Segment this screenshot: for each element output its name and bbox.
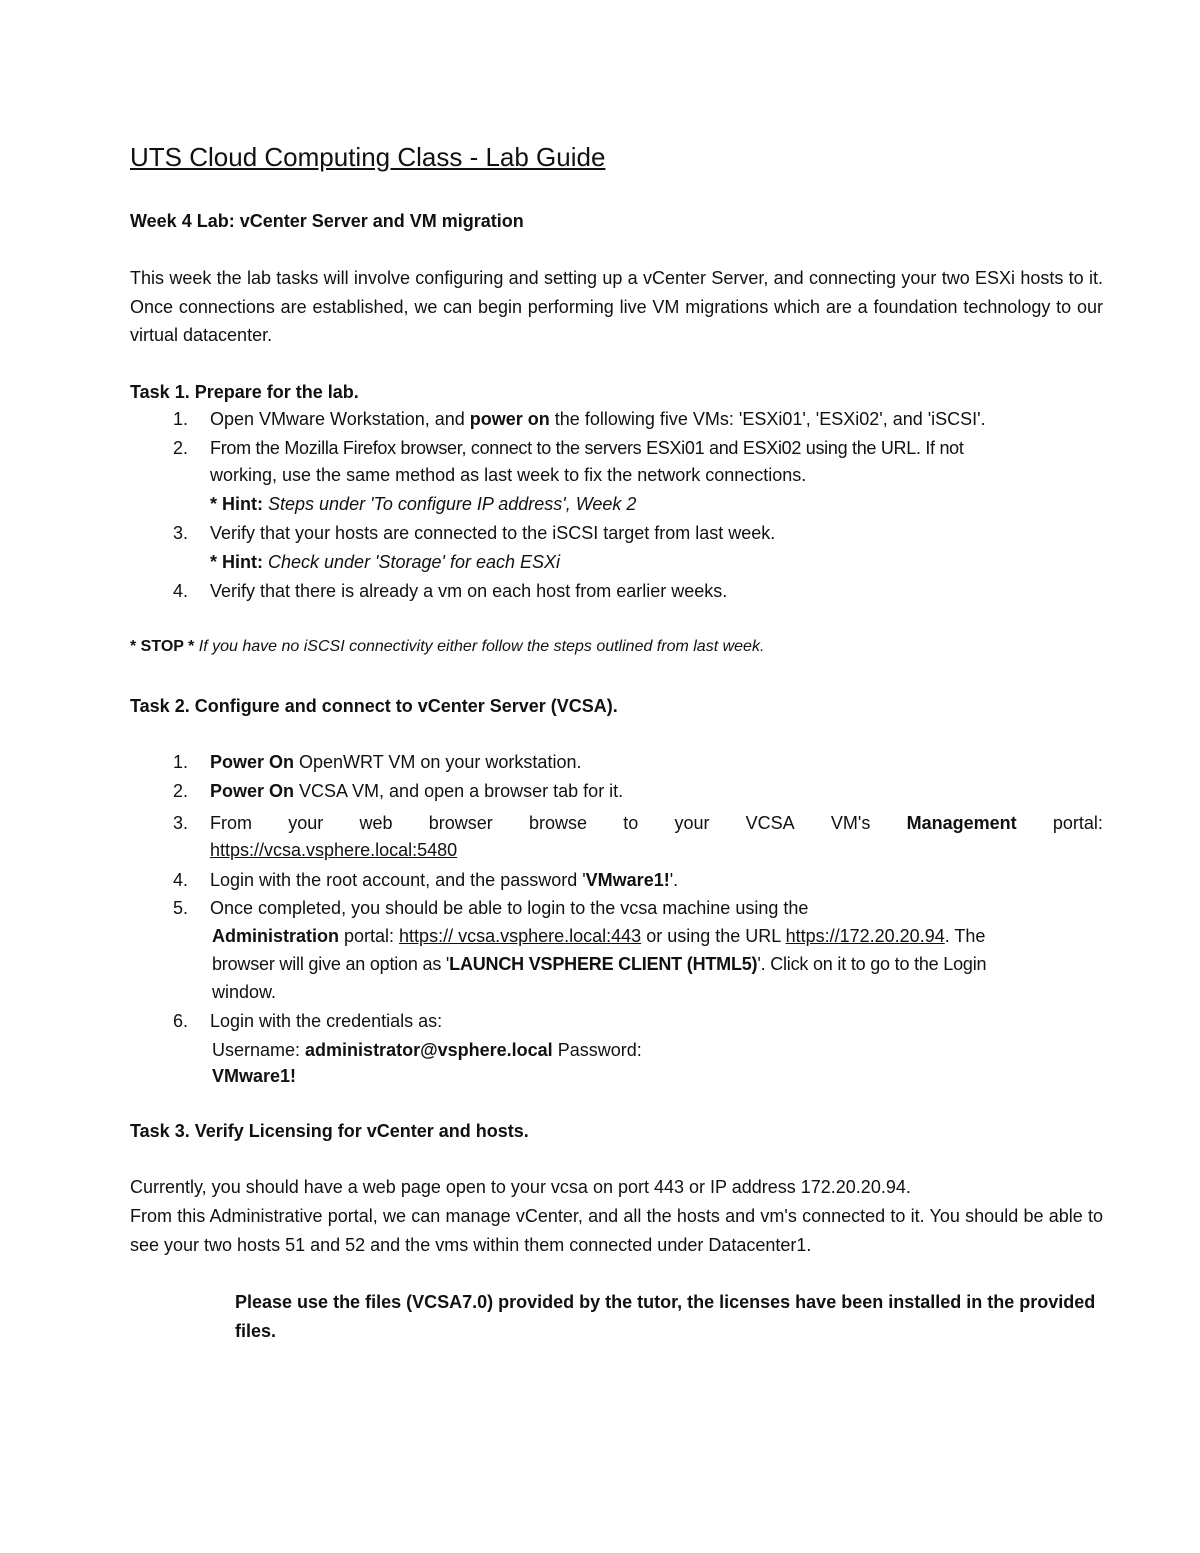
task2-item4-number: 4. <box>173 870 189 890</box>
task2-item5-mid2: or using the URL <box>641 926 786 946</box>
task2-item3-tail: portal: <box>1052 813 1103 833</box>
task3-para2: From this Administrative portal, we can manage vCenter, and all the hosts and vm's connected to it. You should be able to see your two hosts 51 and 52 and the vms within them connected under Datacenter1. <box>130 1206 1103 1255</box>
task2-item6: Login with the credentials as: <box>210 1011 443 1031</box>
week-heading: Week 4 Lab: vCenter Server and VM migration <box>130 211 524 231</box>
task2-item3-word: From <box>210 813 252 833</box>
stop-label: * STOP * <box>130 638 195 655</box>
username-value: administrator@vsphere.local <box>305 1040 553 1060</box>
task2-item3-word: VM's <box>830 813 871 833</box>
task2-item3-line1 <box>210 813 1103 834</box>
task1-item2-hint <box>210 494 636 515</box>
administration-portal-link[interactable]: https:// vcsa.vsphere.local:443 <box>399 926 642 946</box>
task1-item4: Verify that there is already a vm on each host from earlier weeks. <box>210 581 728 601</box>
task2-item4-bold: VMware1! <box>585 870 670 890</box>
task2-item3-line2 <box>210 840 457 861</box>
task3-heading: Task 3. Verify Licensing for vCenter and hosts. <box>130 1121 529 1141</box>
task2-item4-pre: Login with the root account, and the password ' <box>210 870 586 890</box>
task2-item3-word: web <box>359 813 393 833</box>
task2-item3-word: your <box>674 813 710 833</box>
intro-paragraph: This week the lab tasks will involve configuring and setting up a vCenter Server, and connecting your two ESXi hosts to it. Once connections are established, we can begin performing live VM migrations which are a foundation technology to our virtual datacenter. <box>130 268 1103 345</box>
task1-item3: Verify that your hosts are connected to the iSCSI target from last week. <box>210 523 776 543</box>
task2-item5-line3 <box>212 954 986 975</box>
task2-item5-mid1: portal: <box>339 926 400 946</box>
task2-item5-line4: window. <box>212 982 277 1002</box>
task1-heading: Task 1. Prepare for the lab. <box>130 382 359 402</box>
task2-item3-bold: Management <box>906 813 1017 833</box>
task1-item2-hint-text: Steps under 'To configure IP address', Week 2 <box>263 494 637 514</box>
task2-item5-line3-pre: browser will give an option as ' <box>212 954 450 974</box>
task1-item3-hint <box>210 552 560 573</box>
task2-item2 <box>210 781 623 802</box>
task2-item3-word: your <box>288 813 324 833</box>
task2-item3-word: VCSA <box>745 813 795 833</box>
task2-item3-word: browse <box>528 813 587 833</box>
task2-item5-line3-post: '. Click on it to go to the Login <box>757 954 987 974</box>
task1-item1-pre: Open VMware Workstation, and <box>210 409 470 429</box>
task1-item2-number: 2. <box>173 438 189 458</box>
password-value-line <box>212 1066 296 1087</box>
task2-item1-number: 1. <box>173 752 189 772</box>
task2-item3-word: to <box>623 813 639 833</box>
task2-item1 <box>210 752 581 773</box>
task2-item5-bold2: LAUNCH VSPHERE CLIENT (HTML5) <box>449 954 758 974</box>
stop-note <box>130 638 764 656</box>
ip-url-link[interactable]: https://172.20.20.94 <box>785 926 945 946</box>
task2-item1-post: OpenWRT VM on your workstation. <box>294 752 582 772</box>
task2-heading: Task 2. Configure and connect to vCenter Server (VCSA). <box>130 696 618 716</box>
task2-item2-bold: Power On <box>210 781 295 801</box>
task2-item5-bold1: Administration <box>212 926 340 946</box>
page-title: UTS Cloud Computing Class - Lab Guide <box>130 142 606 172</box>
task2-item2-post: VCSA VM, and open a browser tab for it. <box>294 781 624 801</box>
task2-item5-line2 <box>212 926 985 947</box>
stop-text: If you have no iSCSI connectivity either follow the steps outlined from last week. <box>194 638 765 655</box>
task1-item3-hint-text: Check under 'Storage' for each ESXi <box>263 552 561 572</box>
task1-item2-line2: working, use the same method as last week to fix the network connections. <box>210 465 807 485</box>
task2-item6-number: 6. <box>173 1011 189 1031</box>
task2-item2-number: 2. <box>173 781 189 801</box>
management-portal-link[interactable]: https://vcsa.vsphere.local:5480 <box>210 840 458 860</box>
username-label: Username: <box>212 1040 306 1060</box>
task1-item2-line1: From the Mozilla Firefox browser, connect to the servers ESXi01 and ESXi02 using the URL. If not <box>210 438 964 458</box>
task2-item5-number: 5. <box>173 898 189 918</box>
task3-para1: Currently, you should have a web page open to your vcsa on port 443 or IP address 172.20.20.94. <box>130 1177 911 1197</box>
task2-item4-post: '. <box>669 870 679 890</box>
licensing-note: Please use the files (VCSA7.0) provided by the tutor, the licenses have been installed in the provided files. <box>235 1292 1096 1341</box>
task2-item3-number: 3. <box>173 813 189 833</box>
task1-item4-number: 4. <box>173 581 189 601</box>
task2-item1-bold: Power On <box>210 752 295 772</box>
password-label: Password: <box>552 1040 642 1060</box>
task2-item5-line1: Once completed, you should be able to login to the vcsa machine using the <box>210 898 809 918</box>
task1-item2-hint-label: * Hint: <box>210 494 263 514</box>
task2-item5-mid3: . The <box>944 926 986 946</box>
task2-item3-word: browser <box>428 813 493 833</box>
task2-item4 <box>210 870 678 891</box>
task1-item1 <box>210 409 986 430</box>
task1-item3-number: 3. <box>173 523 189 543</box>
task1-item1-post: the following five VMs: 'ESXi01', 'ESXi02', and 'iSCSI'. <box>549 409 986 429</box>
task1-item1-bold: power on <box>469 409 550 429</box>
credentials-line <box>212 1040 642 1061</box>
task1-item1-number: 1. <box>173 409 189 429</box>
password-value: VMware1! <box>212 1066 297 1086</box>
task1-item3-hint-label: * Hint: <box>210 552 263 572</box>
